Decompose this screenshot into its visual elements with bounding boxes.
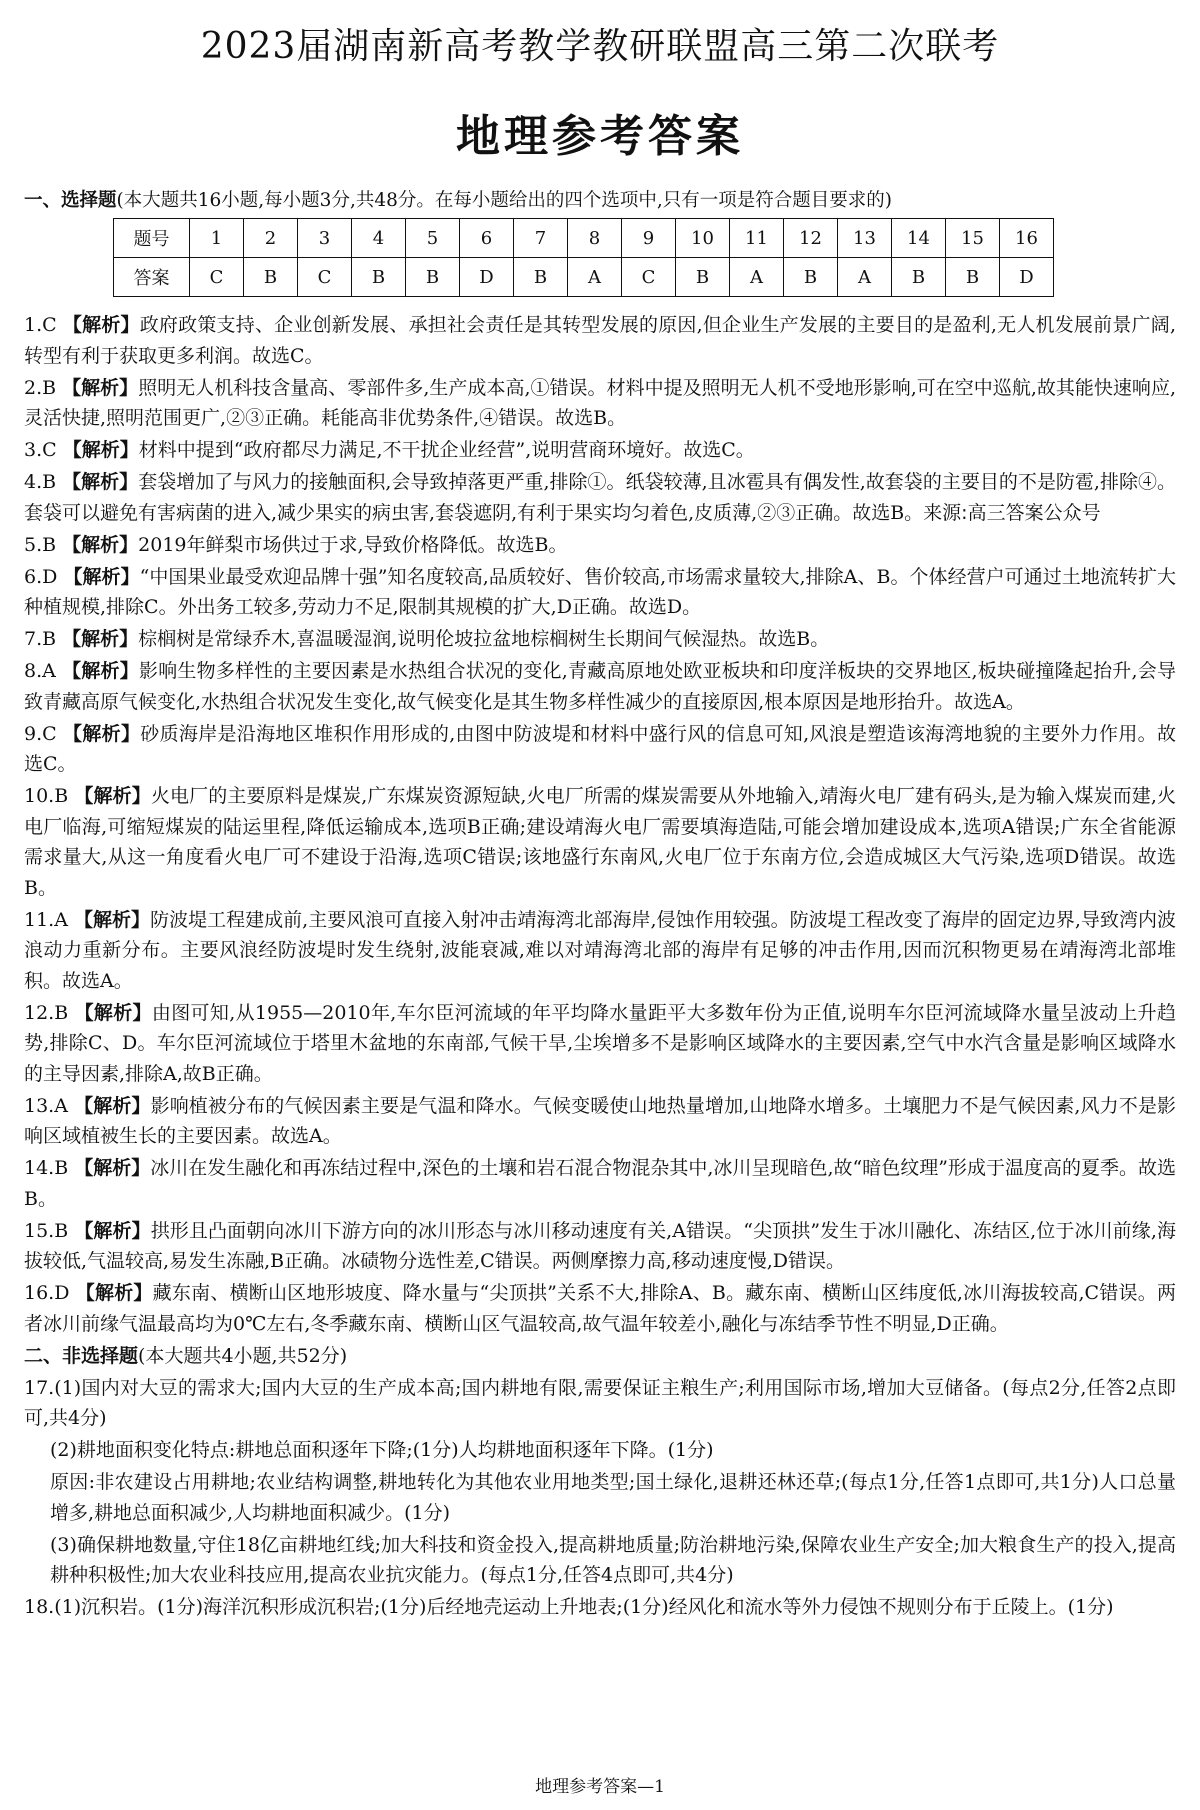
analysis-item xyxy=(24,1153,1176,1214)
exam-title: 2023届湖南新高考教学教研联盟高三第二次联考 xyxy=(200,26,1000,67)
answer-cell: B xyxy=(244,258,298,297)
analysis-item xyxy=(24,656,1176,717)
q17-number: 17. xyxy=(24,1376,55,1399)
q18-part-1: (1)沉积岩。(1分)海洋沉积形成沉积岩;(1分)后经地壳运动上升地表;(1分)经风化和流水等外力侵蚀不规则分布于丘陵上。(1分) xyxy=(54,1596,1114,1618)
question-number-cell: 9 xyxy=(622,219,676,258)
analysis-tag: 【解析】 xyxy=(63,722,141,745)
item-text: 火电厂的主要原料是煤炭,广东煤炭资源短缺,火电厂所需的煤炭需要从外地输入,靖海火电厂建有码头,是为输入煤炭而建,火电厂临海,可缩短煤炭的陆运里程,降低运输成本,选项B正确;建设靖海火电厂需要填海造陆,可能会增加建设成本,选项A错误;广东全省能源需求量大,从这一角度看火电厂可不建设于沿海,选项C错误;该地盛行东南风,火电厂位于东南方位,会造成城区大气污染,选项D错误。故选B。 xyxy=(24,785,1176,899)
analysis-tag: 【解析】 xyxy=(62,533,139,556)
answer-cell: B xyxy=(784,258,838,297)
analysis-tag: 【解析】 xyxy=(62,660,139,682)
item-text: 防波堤工程建成前,主要风浪可直接入射冲击靖海湾北部海岸,侵蚀作用较强。防波堤工程改变了海岸的固定边界,导致湾内波浪动力重新分布。主要风浪经防波堤时发生绕射,波能衰减,难以对靖海湾北部的海岸有足够的冲击作用,因而沉积物更易在靖海湾北部堆积。故选A。 xyxy=(24,908,1176,992)
item-text: 套袋增加了与风力的接触面积,会导致掉落更严重,排除①。纸袋较薄,且冰雹具有偶发性,故套袋的主要目的不是防雹,排除④。套袋可以避免有害病菌的进入,减少果实的病虫害,套袋遮阴,有利于果实均匀着色,皮质薄,②③正确。故选B。 xyxy=(24,471,1176,524)
item-text: 影响生物多样性的主要因素是水热组合状况的变化,青藏高原地处欧亚板块和印度洋板块的交界地区,板块碰撞隆起抬升,会导致青藏高原气候变化,水热组合状况发生变化,故气候变化是其生物多样性减少的直接原因,根本原因是地形抬升。故选A。 xyxy=(24,660,1176,713)
analysis-item xyxy=(24,435,1176,466)
analysis-item xyxy=(24,905,1176,997)
item-text: 冰川在发生融化和再冻结过程中,深色的土壤和岩石混合物混杂其中,冰川呈现暗色,故“暗色纹理”形成于温度高的夏季。故选B。 xyxy=(24,1157,1176,1210)
analysis-item xyxy=(24,310,1176,371)
answer-cell: C xyxy=(298,258,352,297)
q17-part-1: (1)国内对大豆的需求大;国内大豆的生产成本高;国内耕地有限,需要保证主粮生产;利用国际市场,增加大豆储备。(每点2分,任答2点即可,共4分) xyxy=(24,1376,1176,1429)
answer-cell: D xyxy=(1000,258,1054,297)
analysis-tag: 【解析】 xyxy=(62,439,139,461)
question-number-cell: 1 xyxy=(190,219,244,258)
question-number-cell: 10 xyxy=(676,219,730,258)
question-number-row xyxy=(114,219,1054,258)
analysis-item xyxy=(24,781,1176,903)
item-text: 照明无人机科技含量高、零部件多,生产成本高,①错误。材料中提及照明无人机不受地形影响,可在空中巡航,故其能快速响应,灵活快捷,照明范围更广,②③正确。耗能高非优势条件,④错误。故选B。 xyxy=(24,376,1176,429)
answer-cell: C xyxy=(190,258,244,297)
answer-cell: B xyxy=(352,258,406,297)
answer-cell: B xyxy=(406,258,460,297)
question-17 xyxy=(24,1373,1176,1591)
section-2-desc: (本大题共4小题,共52分) xyxy=(138,1344,348,1367)
analysis-tag: 【解析】 xyxy=(74,1001,152,1024)
question-number-cell: 6 xyxy=(460,219,514,258)
item-number: 14.B xyxy=(24,1157,69,1179)
analysis-item xyxy=(24,530,1176,561)
item-text: 影响植被分布的气候因素主要是气温和降水。气候变暖使山地热量增加,山地降水增多。土壤肥力不是气候因素,风力不是影响区域植被生长的主要因素。故选A。 xyxy=(24,1094,1176,1147)
item-number: 13.A xyxy=(24,1094,68,1117)
document-title: 地理参考答案 xyxy=(456,111,744,162)
answer-cell: C xyxy=(622,258,676,297)
analysis-tag: 【解析】 xyxy=(74,1219,151,1242)
analysis-item xyxy=(24,998,1176,1090)
q18-number: 18. xyxy=(24,1596,55,1618)
question-number-cell: 15 xyxy=(946,219,1000,258)
analysis-tag: 【解析】 xyxy=(62,314,140,336)
answer-cell: B xyxy=(676,258,730,297)
question-number-cell: 16 xyxy=(1000,219,1054,258)
item-text: 拱形且凸面朝向冰川下游方向的冰川形态与冰川移动速度有关,A错误。“尖顶拱”发生于冰川融化、冻结区,位于冰川前缘,海拔较低,气温较高,易发生冻融,B正确。冰碛物分选性差,C错误。两侧摩擦力高,移动速度慢,D错误。 xyxy=(24,1219,1176,1272)
answer-cell: A xyxy=(730,258,784,297)
item-text: 由图可知,从1955—2010年,车尔臣河流域的年平均降水量距平大多数年份为正值,说明车尔臣河流域降水量呈波动上升趋势,排除C、D。车尔臣河流域位于塔里木盆地的东南部,气候干旱,尘埃增多不是影响区域降水的主要因素,空气中水汽含量是影响区域降水的主导因素,排除A,故B正确。 xyxy=(24,1001,1176,1085)
analysis-tag: 【解析】 xyxy=(74,785,151,807)
item-text: 棕榈树是常绿乔木,喜温暖湿润,说明伦坡拉盆地棕榈树生长期间气候湿热。故选B。 xyxy=(138,628,830,650)
item-text: 材料中提到“政府都尽力满足,不干扰企业经营”,说明营商环境好。故选C。 xyxy=(138,439,755,461)
section-2-heading: 二、非选择题(本大题共4小题,共52分) xyxy=(24,1344,348,1367)
item-text: 政府政策支持、企业创新发展、承担社会责任是其转型发展的原因,但企业生产发展的主要目的是盈利,无人机发展前景广阔,转型有利于获取更多利润。故选C。 xyxy=(24,314,1176,367)
analysis-tag: 【解析】 xyxy=(63,565,140,588)
item-number: 12.B xyxy=(24,1001,69,1024)
item-number: 10.B xyxy=(24,785,69,807)
analysis-list xyxy=(24,310,1176,1339)
analysis-item xyxy=(24,1091,1176,1152)
analysis-tag: 【解析】 xyxy=(74,908,151,931)
answer-cell: D xyxy=(460,258,514,297)
item-number: 7.B xyxy=(24,628,57,650)
analysis-item xyxy=(24,373,1176,434)
question-number-cell: 5 xyxy=(406,219,460,258)
row-label-question: 题号 xyxy=(114,219,190,258)
item-number: 8.A xyxy=(24,660,56,682)
item-number: 2.B xyxy=(24,376,57,399)
analysis-tag: 【解析】 xyxy=(62,628,139,650)
question-number-cell: 14 xyxy=(892,219,946,258)
answer-cell: B xyxy=(946,258,1000,297)
analysis-item xyxy=(24,562,1176,623)
analysis-item xyxy=(24,467,1176,528)
item-text: 砂质海岸是沿海地区堆积作用形成的,由图中防波堤和材料中盛行风的信息可知,风浪是塑造该海湾地貌的主要外力作用。故选C。 xyxy=(24,722,1176,775)
analysis-item xyxy=(24,719,1176,780)
item-number: 9.C xyxy=(24,722,57,745)
question-18 xyxy=(24,1592,1176,1623)
analysis-item xyxy=(24,624,1176,655)
question-number-cell: 12 xyxy=(784,219,838,258)
item-number: 5.B xyxy=(24,533,57,556)
answer-cell: A xyxy=(568,258,622,297)
question-number-cell: 7 xyxy=(514,219,568,258)
analysis-tag: 【解析】 xyxy=(62,376,139,399)
item-text: 2019年鲜梨市场供过于求,导致价格降低。故选B。 xyxy=(138,533,568,556)
item-number: 11.A xyxy=(24,908,68,931)
answer-cell: B xyxy=(892,258,946,297)
page-footer: 地理参考答案—1 xyxy=(535,1777,665,1797)
question-number-cell: 3 xyxy=(298,219,352,258)
item-text: 藏东南、横断山区地形坡度、降水量与“尖顶拱”关系不大,排除A、B。藏东南、横断山区纬度低,冰川海拔较高,C错误。两者冰川前缘气温最高均为0℃左右,冬季藏东南、横断山区气温较高,故气温年较差小,融化与冻结季节性不明显,D正确。 xyxy=(24,1282,1176,1335)
item-number: 1.C xyxy=(24,314,57,336)
analysis-tag: 【解析】 xyxy=(75,1282,153,1304)
item-text: “中国果业最受欢迎品牌十强”知名度较高,品质较好、售价较高,市场需求量较大,排除A、B。个体经营户可通过土地流转扩大种植规模,排除C。外出务工较多,劳动力不足,限制其规模的扩大,D正确。故选D。 xyxy=(24,565,1176,618)
answer-body xyxy=(24,310,1176,1624)
answer-row xyxy=(114,258,1054,297)
question-number-cell: 2 xyxy=(244,219,298,258)
q17-part-2: (2)耕地面积变化特点:耕地总面积逐年下降;(1分)人均耕地面积逐年下降。(1分) xyxy=(50,1439,714,1461)
q17-part-2-reason: 原因:非农建设占用耕地;农业结构调整,耕地转化为其他农业用地类型;国土绿化,退耕还林还草;(每点1分,任答1点即可,共1分)人口总量增多,耕地总面积减少,人均耕地面积减少。(1分) xyxy=(50,1471,1176,1524)
answer-table xyxy=(113,218,1054,297)
analysis-tag: 【解析】 xyxy=(62,471,139,493)
item-number: 16.D xyxy=(24,1282,70,1304)
question-number-cell: 11 xyxy=(730,219,784,258)
section-2-name: 非选择题 xyxy=(62,1344,139,1367)
answer-cell: B xyxy=(514,258,568,297)
section-1-name: 选择题 xyxy=(61,190,117,211)
analysis-item xyxy=(24,1216,1176,1277)
question-number-cell: 4 xyxy=(352,219,406,258)
question-number-cell: 8 xyxy=(568,219,622,258)
answer-cell: A xyxy=(838,258,892,297)
item-number: 6.D xyxy=(24,565,58,588)
source-note: 来源:高三答案公众号 xyxy=(923,501,1101,524)
item-number: 3.C xyxy=(24,439,57,461)
section-1-heading: 一、选择题(本大题共16小题,每小题3分,共48分。在每小题给出的四个选项中,只有一项是符合题目要求的) xyxy=(24,190,892,211)
item-number: 4.B xyxy=(24,471,57,493)
item-number: 15.B xyxy=(24,1219,69,1242)
question-number-cell: 13 xyxy=(838,219,892,258)
analysis-tag: 【解析】 xyxy=(74,1157,151,1179)
analysis-item xyxy=(24,1278,1176,1339)
analysis-tag: 【解析】 xyxy=(74,1094,151,1117)
section-1-desc: (本大题共16小题,每小题3分,共48分。在每小题给出的四个选项中,只有一项是符合题目要求的) xyxy=(116,190,892,211)
row-label-answer: 答案 xyxy=(114,258,190,297)
q17-part-3: (3)确保耕地数量,守住18亿亩耕地红线;加大科技和资金投入,提高耕地质量;防治耕地污染,保障农业生产安全;加大粮食生产的投入,提高耕种积极性;加大农业科技应用,提高农业抗灾能力。(每点1分,任答4点即可,共4分) xyxy=(50,1533,1176,1586)
